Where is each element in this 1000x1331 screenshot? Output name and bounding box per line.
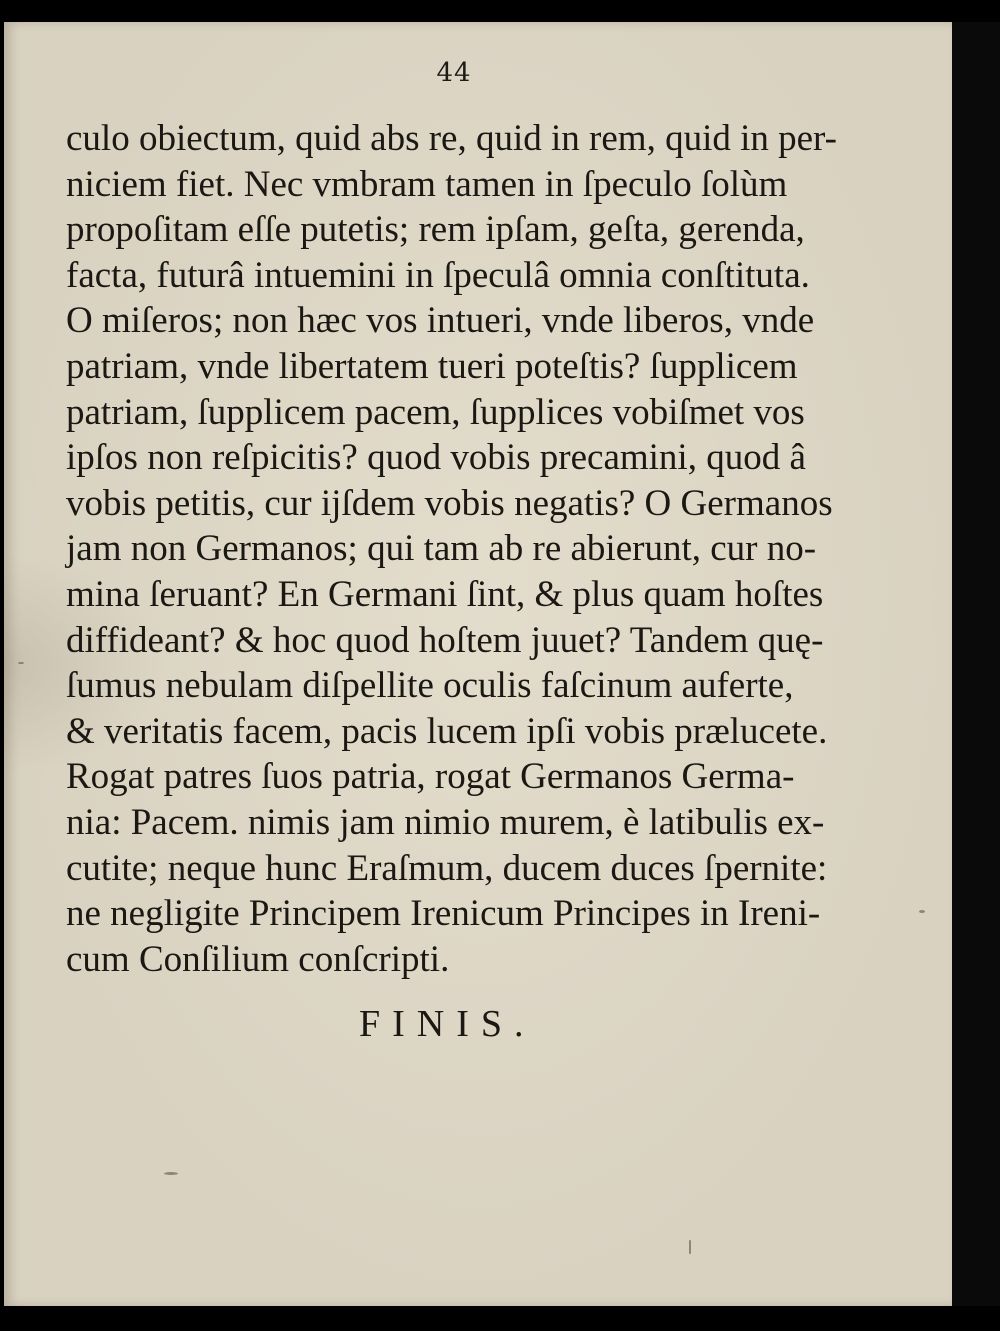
text-line: mina ſeruant? En Germani ſint, & plus quam hoſtes: [66, 573, 824, 615]
text-line: ſumus nebulam diſpellite oculis faſcinum auferte,: [66, 665, 794, 707]
text-line: cum Conſilium conſcripti.: [66, 938, 450, 980]
page-number: 44: [436, 58, 472, 88]
text-line: jam non Germanos; qui tam ab re abierunt, cur no-: [66, 528, 817, 570]
text-line: nia: Pacem. nimis jam nimio murem, è latibulis ex-: [66, 801, 825, 843]
text-line: culo obiectum, quid abs re, quid in rem, quid in per-: [66, 118, 837, 159]
book-page: [4, 22, 952, 1306]
page-edge: [952, 22, 1000, 1306]
paper-speck: [919, 910, 925, 913]
body-text: [66, 116, 848, 982]
paper-speck: [18, 662, 24, 664]
text-line: ipſos non reſpicitis? quod vobis precamini, quod â: [66, 437, 806, 479]
text-line: vobis petitis, cur ijſdem vobis negatis? O Germanos: [66, 482, 833, 524]
paper-speck: [164, 1172, 178, 1175]
text-line: patriam, vnde libertatem tueri poteſtis? ſupplicem: [66, 345, 798, 387]
closing-word: FINIS.: [359, 1003, 536, 1045]
text-line: diffideant? & hoc quod hoſtem juuet? Tandem quę-: [66, 619, 824, 661]
text-line: niciem fiet. Nec vmbram tamen in ſpeculo ſolùm: [66, 163, 788, 205]
text-line: cutite; neque hunc Eraſmum, ducem duces ſpernite:: [66, 847, 828, 889]
text-line: & veritatis facem, pacis lucem ipſi vobis prælucete.: [66, 710, 828, 752]
text-line: O miſeros; non hæc vos intueri, vnde liberos, vnde: [66, 300, 815, 342]
paper-speck: [689, 1240, 691, 1254]
text-line: patriam, ſupplicem pacem, ſupplices vobiſmet vos: [66, 391, 805, 433]
text-line: Rogat patres ſuos patria, rogat Germanos Germa-: [66, 756, 795, 798]
text-line: ne negligite Principem Irenicum Principes in Ireni-: [66, 893, 821, 935]
text-line: facta, futurâ intuemini in ſpeculâ omnia conſtituta.: [66, 254, 810, 296]
text-line: propoſitam eſſe putetis; rem ipſam, geſta, gerenda,: [66, 209, 805, 251]
